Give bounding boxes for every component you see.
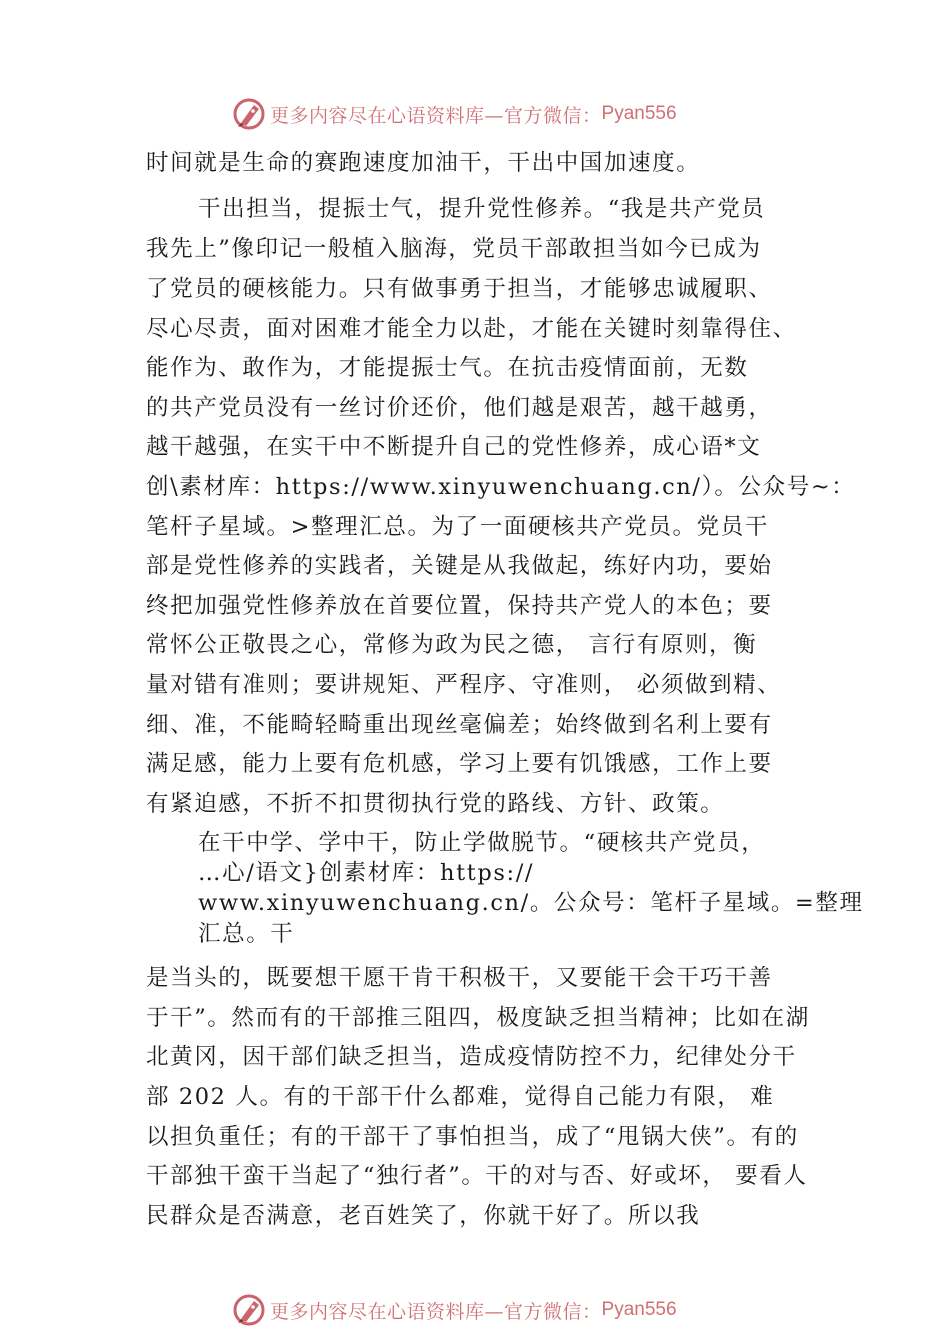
footer-slogan: 更多内容尽在心语资料库—官方微信： [270,1300,602,1323]
body-line: 在干中学、学中干，防止学做脱节。“硬核共产党员， [198,830,766,856]
body-line: 创\素材库：https://www.xinyuwenchuang.cn/）。公众号~： [146,474,856,500]
body-line: 我先上”像印记一般植入脑海，党员干部敢担当如今已成为 [146,236,762,262]
pen-nib-logo-icon [232,1293,266,1327]
body-line: …心/语文}创素材库：https:// [198,860,535,886]
body-line: 汇总。干 [198,921,295,947]
body-line: 量对错有准则；要讲规矩、严程序、守准则， 必须做到精、 [146,672,782,698]
body-line: 常怀公正敬畏之心，常修为政为民之德， 言行有原则，衡 [146,632,758,658]
header-wechat-id: Pyan556 [601,103,677,124]
body-line: 的共产党员没有一丝讨价还价，他们越是艰苦，越干越勇， [146,395,773,421]
body-line: 终把加强党性修养放在首要位置，保持共产党人的本色；要 [146,593,773,619]
body-line: 以担负重任；有的干部干了事怕担当，成了“甩锅大侠”。有的 [146,1124,799,1150]
body-line: 民群众是否满意，老百姓笑了，你就干好了。所以我 [146,1203,701,1229]
body-line: 部是党性修养的实践者，关键是从我做起，练好内功，要始 [146,553,773,579]
body-line: 干部独干蛮干当起了“独行者”。干的对与否、好或坏， 要看人 [146,1163,808,1189]
body-line: 于干”。然而有的干部推三阻四，极度缺乏担当精神；比如在湖 [146,1005,810,1031]
body-line: 越干越强，在实干中不断提升自己的党性修养，成心语*文 [146,434,762,460]
footer-wechat-id: Pyan556 [601,1299,677,1320]
body-line: 是当头的，既要想干愿干肯干积极干，又要能干会干巧干善 [146,965,773,991]
body-line: 了党员的硬核能力。只有做事勇于担当，才能够忠诚履职、 [146,276,773,302]
header-slogan: 更多内容尽在心语资料库—官方微信： [270,104,602,127]
body-line: 细、准，不能畸轻畸重出现丝毫偏差；始终做到名利上要有 [146,712,773,738]
body-line: 部 202 人。有的干部干什么都难，觉得自己能力有限， 难 [146,1084,775,1110]
body-line: 能作为、敢作为，才能提振士气。在抗击疫情面前，无数 [146,355,749,381]
body-line: 时间就是生命的赛跑速度加油干，干出中国加速度。 [146,150,701,176]
header-banner [232,96,752,132]
body-line: 尽心尽责，面对困难才能全力以赴，才能在关键时刻靠得住、 [146,316,797,342]
body-line: 北黄冈，因干部们缺乏担当，造成疫情防控不力，纪律处分干 [146,1044,797,1070]
body-line: 满足感，能力上要有危机感，学习上要有饥饿感，工作上要 [146,751,773,777]
pen-nib-logo-icon [232,97,266,131]
body-line: 有紧迫感，不折不扣贯彻执行党的路线、方针、政策。 [146,791,725,817]
body-line: 干出担当，提振士气，提升党性修养。“我是共产党员 [198,196,766,222]
body-line: www.xinyuwenchuang.cn/。公众号：笔杆子星域。=整理 [198,890,864,916]
body-line: 笔杆子星域。>整理汇总。为了一面硬核共产党员。党员干 [146,514,769,540]
footer-banner [232,1292,752,1328]
